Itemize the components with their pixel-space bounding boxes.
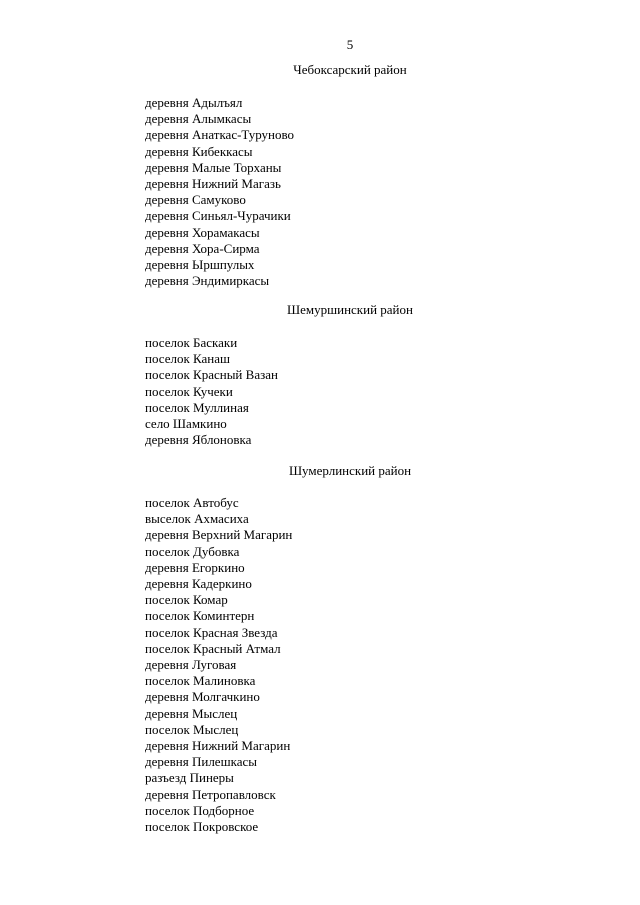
list-item: поселок Покровское bbox=[145, 819, 259, 835]
list-item: деревня Луговая bbox=[145, 657, 237, 673]
list-item: село Шамкино bbox=[145, 416, 227, 432]
list-item: деревня Ыршпулых bbox=[145, 257, 255, 273]
list-item: поселок Баскаки bbox=[145, 335, 238, 350]
list-item: деревня Нижний Магарин bbox=[145, 738, 291, 754]
list-item: деревня Петропавловск bbox=[145, 786, 276, 802]
list-item: поселок Канаш bbox=[145, 351, 231, 367]
list-item: поселок Кучеки bbox=[145, 383, 233, 399]
settlement-list-shumerlinsky bbox=[145, 495, 292, 835]
list-item: поселок Муллиная bbox=[145, 399, 249, 415]
list-item: деревня Кадеркино bbox=[145, 576, 252, 592]
list-item: деревня Хорамакасы bbox=[145, 224, 260, 240]
list-item: поселок Красный Атмал bbox=[145, 640, 281, 656]
list-item: деревня Малые Торханы bbox=[145, 159, 282, 175]
settlement-list-cheboksarsky bbox=[145, 95, 294, 289]
list-item: поселок Красная Звезда bbox=[145, 624, 278, 640]
list-item: деревня Молгачкино bbox=[145, 689, 260, 705]
list-item: деревня Адылъял bbox=[145, 95, 243, 110]
list-item: деревня Нижний Магазь bbox=[145, 176, 281, 192]
list-item: деревня Самуково bbox=[145, 192, 246, 208]
settlement-list-shemurshinsky bbox=[145, 335, 278, 448]
list-item: поселок Подборное bbox=[145, 802, 255, 818]
list-item: поселок Красный Вазан bbox=[145, 367, 278, 383]
list-item: разъезд Пинеры bbox=[145, 770, 234, 786]
list-item: деревня Пилешкасы bbox=[145, 754, 257, 770]
list-item: поселок Коминтерн bbox=[145, 608, 255, 624]
list-item: деревня Хора-Сирма bbox=[145, 240, 260, 256]
list-item: деревня Синьял-Чурачики bbox=[145, 208, 291, 224]
list-item: деревня Егоркино bbox=[145, 559, 245, 575]
list-item: деревня Анаткас-Туруново bbox=[145, 127, 295, 143]
list-item: деревня Кибеккасы bbox=[145, 143, 253, 159]
page-number: 5 bbox=[346, 37, 354, 52]
list-item: поселок Малиновка bbox=[145, 673, 256, 689]
list-item: деревня Яблоновка bbox=[145, 432, 252, 448]
list-item: деревня Эндимиркасы bbox=[145, 273, 270, 289]
district-title-cheboksarsky: Чебоксарский район bbox=[293, 62, 407, 77]
district-title-shemurshinsky: Шемуршинский район bbox=[287, 302, 413, 317]
list-item: поселок Мыслец bbox=[145, 721, 239, 737]
list-item: поселок Дубовка bbox=[145, 543, 240, 559]
list-item: поселок Автобус bbox=[145, 495, 239, 510]
list-item: деревня Мыслец bbox=[145, 705, 238, 721]
district-title-shumerlinsky: Шумерлинский район bbox=[288, 463, 412, 478]
list-item: деревня Верхний Магарин bbox=[145, 527, 293, 543]
list-item: деревня Алымкасы bbox=[145, 111, 252, 127]
list-item: выселок Ахмасиха bbox=[145, 511, 249, 527]
list-item: поселок Комар bbox=[145, 592, 228, 608]
